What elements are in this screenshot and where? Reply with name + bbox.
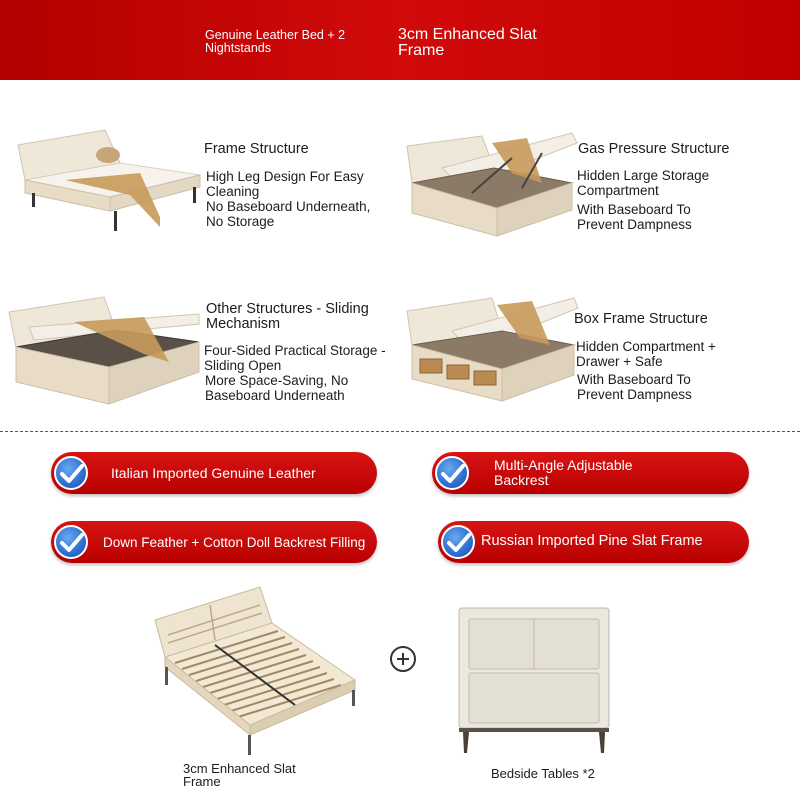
header-banner <box>0 0 800 80</box>
nightstand-caption: Bedside Tables *2 <box>491 766 595 781</box>
feature-label: Down Feather + Cotton Doll Backrest Filling <box>103 535 366 550</box>
bed-caption: 3cm Enhanced Slat Frame <box>183 761 296 789</box>
feature-label: Multi-Angle Adjustable Backrest <box>494 457 633 488</box>
structure-2-line-2: With Baseboard To Prevent Dampness <box>577 202 692 232</box>
plus-circle-icon <box>390 646 416 672</box>
structure-1-title: Frame Structure <box>204 141 309 157</box>
bed-box-frame-image <box>402 293 582 408</box>
feature-label: Russian Imported Pine Slat Frame <box>481 533 703 549</box>
header-left-text: Genuine Leather Bed + 2 Nightstands <box>205 28 346 55</box>
check-icon <box>54 456 88 490</box>
check-icon <box>54 525 88 559</box>
header-right-text: 3cm Enhanced Slat Frame <box>398 26 537 59</box>
feature-badge-leather <box>51 452 377 494</box>
check-icon <box>435 456 469 490</box>
feature-badge-backrest <box>432 452 749 494</box>
structure-3-line-2: More Space-Saving, No Baseboard Underneath <box>205 373 349 403</box>
bed-gas-pressure-image <box>402 128 582 243</box>
check-icon <box>441 525 475 559</box>
bed-sliding-mechanism-image <box>4 292 204 410</box>
structure-4-title: Box Frame Structure <box>574 311 708 327</box>
structure-1-line-1: High Leg Design For Easy Cleaning <box>206 169 364 199</box>
feature-label: Italian Imported Genuine Leather <box>111 465 316 481</box>
feature-badge-pine <box>438 521 749 563</box>
structure-1-line-2: No Baseboard Underneath, No Storage <box>206 199 371 229</box>
structure-3-title: Other Structures - Sliding Mechanism <box>206 301 369 332</box>
bed-frame-structure-image <box>10 125 205 245</box>
structure-3-line-1: Four-Sided Practical Storage - Sliding Open <box>204 343 386 373</box>
feature-badge-filling <box>51 521 377 563</box>
slat-bed-frame-image <box>150 585 362 757</box>
section-divider <box>0 431 800 432</box>
structure-2-title: Gas Pressure Structure <box>578 141 730 157</box>
nightstand-image <box>455 605 613 755</box>
structure-2-line-1: Hidden Large Storage Compartment <box>577 168 710 198</box>
structure-4-line-2: With Baseboard To Prevent Dampness <box>577 372 692 402</box>
structure-4-line-1: Hidden Compartment + Drawer + Safe <box>576 339 716 369</box>
